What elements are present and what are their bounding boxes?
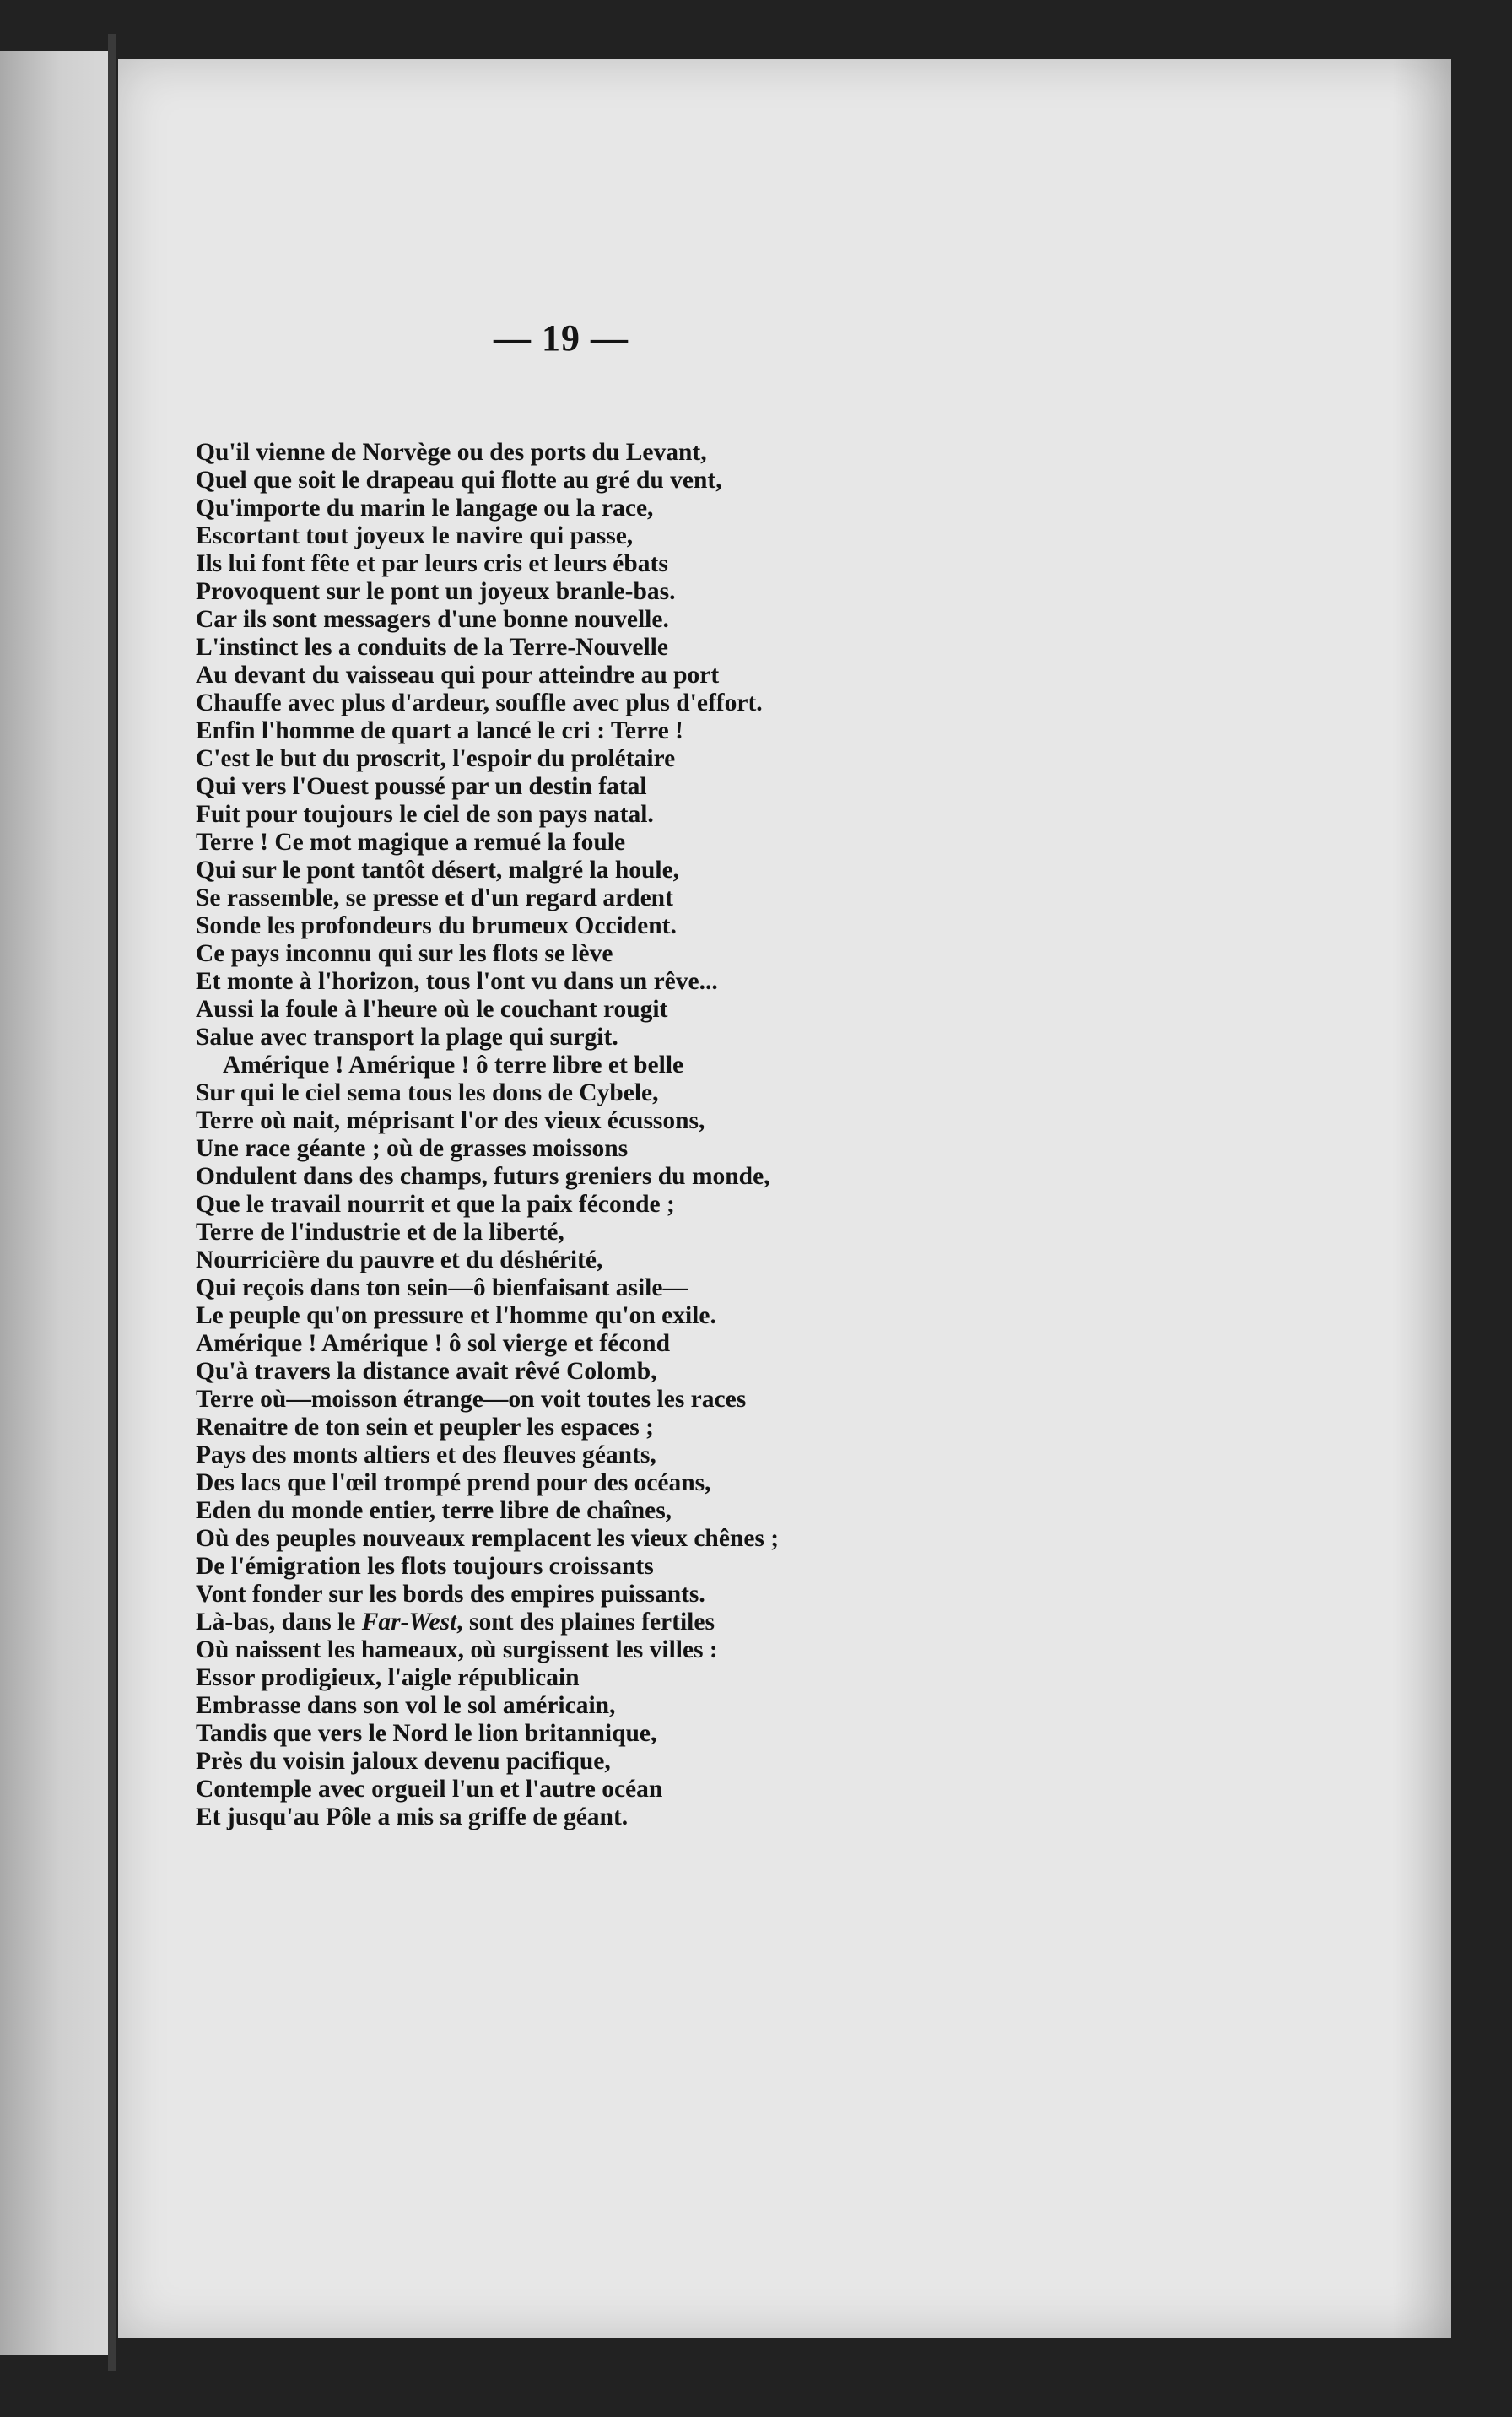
poem-line-farwest-italic: Far-West (361, 1609, 457, 1636)
poem-line: Car ils sont messagers d'une bonne nouvelle. (196, 606, 669, 633)
poem-line: Eden du monde entier, terre libre de chaînes, (196, 1497, 672, 1524)
poem-line-farwest-before: Là-bas, dans le (196, 1609, 362, 1636)
poem-line: Des lacs que l'œil trompé prend pour des océans, (196, 1469, 711, 1496)
poem-line: Qui vers l'Ouest poussé par un destin fatal (196, 773, 647, 800)
poem-line: Escortant tout joyeux le navire qui passe, (196, 522, 634, 549)
poem-line: Quel que soit le drapeau qui flotte au gré du vent, (196, 467, 722, 494)
page-edge-shadow (1392, 59, 1451, 2338)
poem-line: Près du voisin jaloux devenu pacifique, (196, 1748, 611, 1775)
poem-line: Ils lui font fête et par leurs cris et leurs ébats (196, 550, 668, 577)
page-number: — 19 — (494, 317, 629, 359)
poem-line: Terre où—moisson étrange—on voit toutes les races (196, 1386, 747, 1413)
poem-line: Sur qui le ciel sema tous les dons de Cybele, (196, 1079, 659, 1106)
poem-line: Terre de l'industrie et de la liberté, (196, 1219, 564, 1246)
poem-line: Aussi la foule à l'heure où le couchant rougit (196, 996, 668, 1023)
poem-line: Qu'il vienne de Norvège ou des ports du Levant, (196, 439, 707, 466)
book-spine (108, 34, 116, 2371)
poem-line: Nourricière du pauvre et du déshérité, (196, 1246, 603, 1273)
poem-line-farwest-after: , sont des plaines fertiles (456, 1609, 715, 1636)
poem-line: Embrasse dans son vol le sol américain, (196, 1692, 616, 1719)
poem-line: Tandis que vers le Nord le lion britannique, (196, 1720, 657, 1747)
poem-line: Pays des monts altiers et des fleuves géants, (196, 1441, 656, 1468)
poem-line: Qui reçois dans ton sein—ô bienfaisant asile— (196, 1274, 688, 1301)
poem-line: Que le travail nourrit et que la paix féconde ; (196, 1191, 675, 1218)
poem-line-farwest (196, 1609, 1276, 1636)
poem-line: Provoquent sur le pont un joyeux branle-bas. (196, 578, 676, 605)
poem-line: Ce pays inconnu qui sur les flots se lève (196, 940, 613, 967)
poem-line: Salue avec transport la plage qui surgit. (196, 1024, 618, 1051)
poem-line: Et monte à l'horizon, tous l'ont vu dans un rêve... (196, 968, 718, 995)
poem-line: Amérique ! Amérique ! ô sol vierge et fécond (196, 1330, 670, 1357)
poem-line: Se rassemble, se presse et d'un regard ardent (196, 884, 673, 911)
poem-line: Où des peuples nouveaux remplacent les vieux chênes ; (196, 1525, 780, 1552)
poem-text (196, 439, 1276, 1831)
poem-line: L'instinct les a conduits de la Terre-Nouvelle (196, 634, 668, 661)
poem-line: Vont fonder sur les bords des empires puissants. (196, 1581, 705, 1608)
poem-line: Terre ! Ce mot magique a remué la foule (196, 829, 626, 856)
poem-line: Terre où nait, méprisant l'or des vieux écussons, (196, 1107, 705, 1134)
poem-line: Contemple avec orgueil l'un et l'autre océan (196, 1776, 663, 1803)
poem-line: Et jusqu'au Pôle a mis sa griffe de géant. (196, 1803, 629, 1830)
poem-line: De l'émigration les flots toujours croissants (196, 1553, 654, 1580)
poem-line: Qu'importe du marin le langage ou la race, (196, 495, 654, 522)
poem-line: Où naissent les hameaux, où surgissent les villes : (196, 1636, 718, 1663)
poem-line: Essor prodigieux, l'aigle républicain (196, 1664, 580, 1691)
poem-line: Qu'à travers la distance avait rêvé Colomb, (196, 1358, 657, 1385)
poem-line: Une race géante ; où de grasses moissons (196, 1135, 629, 1162)
poem-line: C'est le but du proscrit, l'espoir du prolétaire (196, 745, 676, 772)
poem-line: Sonde les profondeurs du brumeux Occident. (196, 912, 677, 939)
poem-line: Renaitre de ton sein et peupler les espaces ; (196, 1414, 654, 1441)
poem-line: Chauffe avec plus d'ardeur, souffle avec plus d'effort. (196, 689, 763, 716)
poem-line: Ondulent dans des champs, futurs greniers du monde, (196, 1163, 770, 1190)
poem-line-indented: Amérique ! Amérique ! ô terre libre et belle (223, 1052, 684, 1079)
left-page-edge (0, 51, 108, 2355)
poem-line: Qui sur le pont tantôt désert, malgré la houle, (196, 857, 680, 884)
poem-line: Enfin l'homme de quart a lancé le cri : Terre ! (196, 717, 683, 744)
poem-line: Fuit pour toujours le ciel de son pays natal. (196, 801, 654, 828)
poem-line: Au devant du vaisseau qui pour atteindre au port (196, 662, 720, 689)
poem-line: Le peuple qu'on pressure et l'homme qu'on exile. (196, 1302, 716, 1329)
